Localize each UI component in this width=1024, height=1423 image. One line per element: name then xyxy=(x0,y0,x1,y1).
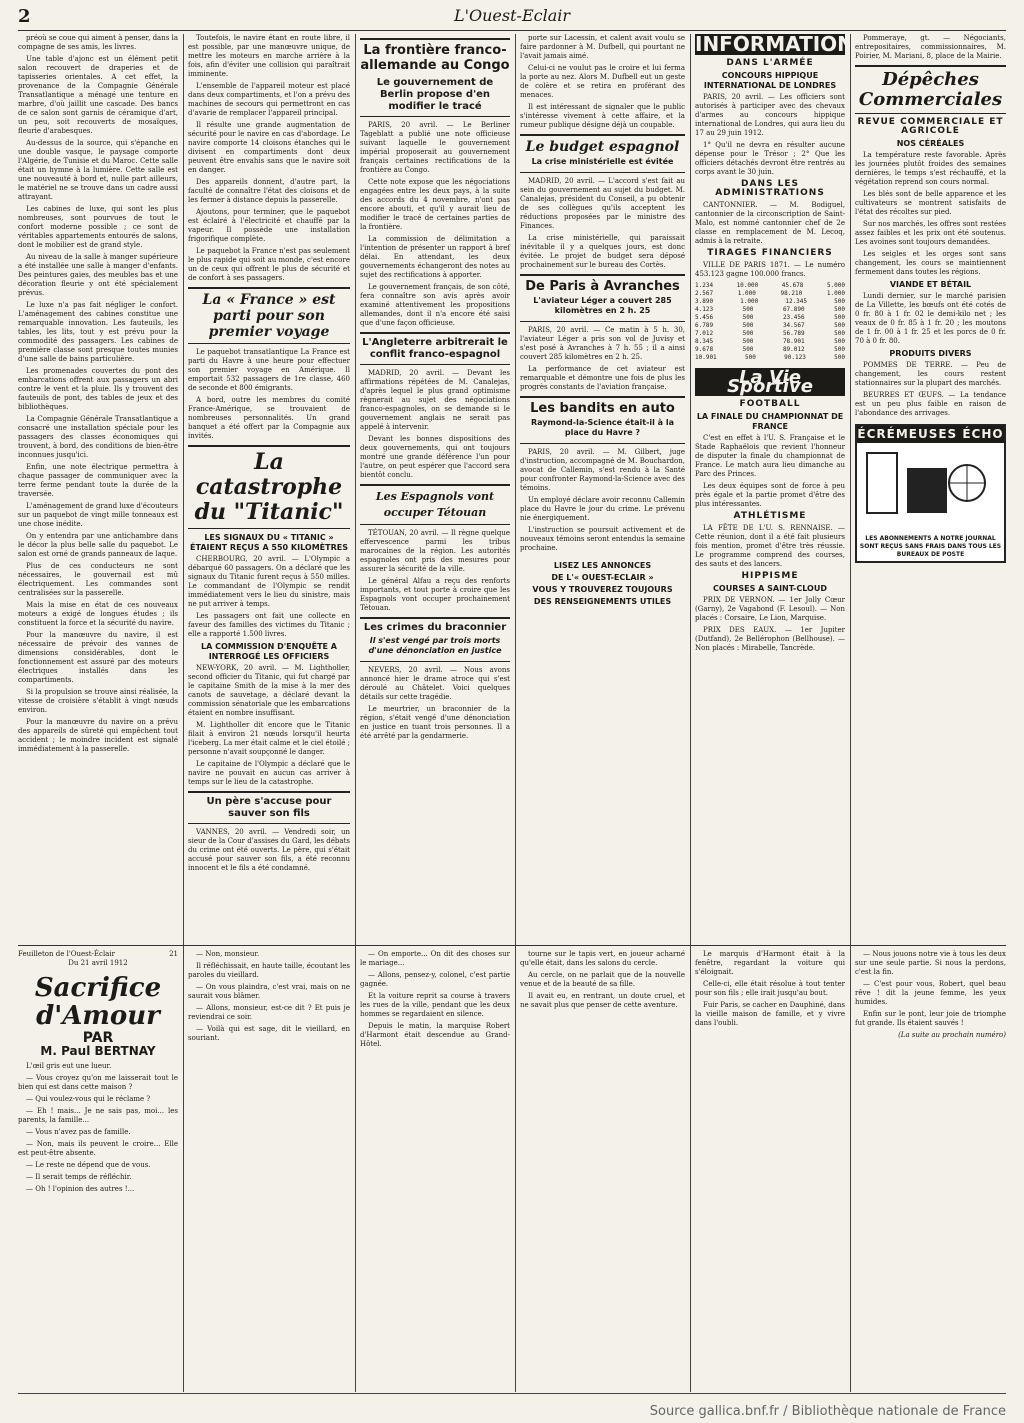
headline-subtext: Le gouvernement de Berlin propose d'en modifier le tracé xyxy=(376,77,494,112)
article-paragraph: MADRID, 20 avril. — L'accord s'est fait au sein du gouvernement au sujet du budget. M. Canalejas, président du Conseil, a pu obtenir de ses collègues qu'ils acceptent les réductions proposées par le ministre des Finances. xyxy=(520,177,685,230)
feuilleton-par: PAR xyxy=(82,1030,114,1046)
article-paragraph: L'aménagement de grand luxe d'écouteurs sur un paquebot de vingt mille tonneaux est une chose inédite. xyxy=(18,502,178,528)
headline-subtext: Il s'est vengé par trois morts d'une dénonciation en justice xyxy=(368,636,502,655)
article-paragraph: On y entendra par une antichambre dans le décor la plus belle salle du paquebot. Le salon est orné de grands panneaux de laque. xyxy=(18,532,178,558)
feuilleton-title: Sacrifice d'Amour xyxy=(34,973,162,1031)
table-cell: 500 xyxy=(742,322,754,329)
article-paragraph: LA FÊTE DE L'U. S. RENNAISE. — Cette réunion, dont il a été fait plusieurs fois mention, promet d'être très réussie. Le programme comprend des courses, des sauts et des lancers. xyxy=(695,524,845,568)
article-paragraph: Le paquebot transatlantique La France est parti du Havre à une heure pour effectuer son premier voyage en Amérique. Il emportait 532 passagers de 1re classe, 460 de seconde et 800 émigrants. xyxy=(188,348,350,392)
story-paragraph: Il réfléchissait, en haute taille, écoutant les paroles du vieillard. xyxy=(188,962,350,979)
article-paragraph: La Compagnie Générale Transatlantique a consacré une installation spéciale pour les passagers des classes économiques qui trouvent, à bord, des conditions de bien-être inconnues jusqu'ici. xyxy=(18,415,178,459)
france-headline xyxy=(188,287,350,344)
annonces-line: DES RENSEIGNEMENTS UTILES xyxy=(533,597,672,606)
tirages-table xyxy=(695,282,845,362)
article-paragraph: La température reste favorable. Après les journées plutôt froides des semaines dernières, le temps s'est réchauffé, et la végétation reprend son cours normal. xyxy=(855,151,1006,186)
article-paragraph: PARIS, 20 avril. — M. Gilbert, juge d'instruction, accompagné de M. Bouchardon, avocat de Callemin, s'est rendu à la Santé pour confronter Raymond-la-Science avec des témoins. xyxy=(520,448,685,492)
article-paragraph: Pour la manœuvre du navire, il est nécessaire de prévoir des vannes de dimensions considérables, dont le fonctionnement est assuré par des moteurs électriques installés dans les compartiments. xyxy=(18,631,178,684)
headline-text: La catastrophe du "Titanic" xyxy=(194,449,344,525)
article-paragraph: VANNES, 20 avril. — Vendredi soir, un sieur de la Cour d'assises du Gard, les débats du crime ont été ouverts. Le père, qui s'était accusé pour sauver son fils, a été reconnu innocent et le fils a été condamné. xyxy=(188,828,350,872)
headline-text: Les Espagnols vont occuper Tétouan xyxy=(375,490,495,519)
table-cell: 23.456 xyxy=(782,314,805,321)
headline-subtext: La crise ministérielle est évitée xyxy=(531,157,674,166)
article-paragraph: Ajoutons, pour terminer, que le paquebot est éclairé à l'électricité et chauffé par la vapeur. Il possède une installation frigorifique complète. xyxy=(188,208,350,243)
article-paragraph: Une table d'ajonc est un élément petit salon recouvert de draperies et de tapisseries orientales. A cet effet, la provenance de la Compagnie Générale Transatlantique a ménagé une tenture en marbre, d'où jaillit une cascade. Des bancs de ce salon sont garnis de céramique d'art, un peu, soit recouverts de mosaïques, fleurie d'arabesques. xyxy=(18,55,178,135)
table-cell: 98.210 xyxy=(780,290,803,297)
story-paragraph: Le marquis d'Harmont était à la fenêtre, regardant la voiture qui s'éloignait. xyxy=(695,950,845,976)
table-row xyxy=(695,306,845,314)
article-paragraph: préoù se coue qui aiment à penser, dans la compagne de ses amis, les livres. xyxy=(18,34,178,51)
table-cell: 500 xyxy=(834,306,845,313)
table-cell: 2.567 xyxy=(695,290,714,297)
headline-text: Un père s'accuse pour sauver son fils xyxy=(206,796,332,819)
headline-text: La « France » est parti pour son premier voyage xyxy=(202,292,336,340)
table-cell: 500 xyxy=(834,298,845,305)
article-paragraph: Sur nos marchés, les offres sont restées assez faibles et les prix ont été soutenus. Les avoines sont toujours demandées. xyxy=(855,220,1006,246)
feuilleton-rule xyxy=(18,945,1006,946)
article-paragraph: M. Lightholler dit encore que le Titanic filait à environ 21 nœuds lorsqu'il heurta l'iceberg. La mer était calme et le ciel étoilé ; personne n'avait soupçonné le danger. xyxy=(188,721,350,756)
table-cell: 67.890 xyxy=(782,306,805,313)
table-cell: 34.567 xyxy=(782,322,805,329)
page-footer xyxy=(0,1398,1024,1423)
subheadline: PRODUITS DIVERS xyxy=(889,349,972,358)
espagnols-headline xyxy=(360,484,510,525)
table-cell: 90.123 xyxy=(784,354,806,361)
article-paragraph: Au-dessus de la source, qui s'épanche en une double vasque, le paysage comporte l'Algérie, de Tunisie et du Maroc. Cette salle était un hymne à la lumière. Cette salle est une nouveauté à bord et, nulle part ailleurs, le matériel ne se trouve dans un cadre aussi attrayant. xyxy=(18,139,178,201)
article-paragraph: Plus de ces conducteurs ne sont nécessaires, le gouvernail est mû électriquement. Les commandes sont centralisées sur la passerelle. xyxy=(18,562,178,597)
article-paragraph: Les blés sont de belle apparence et les cultivateurs se montrent satisfaits de l'état des récoltes sur pied. xyxy=(855,190,1006,216)
table-cell: 500 xyxy=(834,354,845,361)
article-paragraph: La crise ministérielle, qui paraissait inévitable il y a quelques jours, est donc évitée. Le projet de budget sera déposé prochainement sur le bureau des Cortès. xyxy=(520,234,685,269)
article-paragraph: CHERBOURG, 20 avril. — L'Olympic a débarqué 60 passagers. On a déclaré que les signaux du Titanic furent reçus à 550 milles. Le commandant de l'Olympic se rendit immédiatement vers le lieu du sinistre, mais ne put arriver à temps. xyxy=(188,555,350,608)
article-paragraph: Il est intéressant de signaler que le public s'intéresse vivement à cette affaire, et la rumeur publique désigne déjà un coupable. xyxy=(520,103,685,129)
source-credit: Source gallica.bnf.fr / Bibliothèque nationale de France xyxy=(649,1404,1006,1419)
article-paragraph: Pour la manœuvre du navire on a prévu des appareils de sûreté qui empêchent tout accident ; le moindre incident est signalé immédiatement à la passerelle. xyxy=(18,718,178,753)
article-paragraph: Si la propulsion se trouve ainsi réalisée, la vitesse de croisière s'établit à vingt nœuds environ. xyxy=(18,688,178,714)
table-cell: 500 xyxy=(834,322,845,329)
table-row xyxy=(695,346,845,354)
article-paragraph: Le capitaine de l'Olympic a déclaré que le navire ne pouvait en aucun cas arriver à temps sur le lieu de la catastrophe. xyxy=(188,760,350,786)
feuilleton-column-4 xyxy=(520,950,685,1390)
story-paragraph: tourne sur le tapis vert, en joueur acharné qu'elle était, dans les salons du cercle. xyxy=(520,950,685,967)
congo-headline xyxy=(360,38,510,117)
table-cell: 56.789 xyxy=(782,330,805,337)
feuilleton-column-6 xyxy=(855,950,1006,1390)
table-cell: 1.000 xyxy=(826,290,845,297)
article-paragraph: A bord, outre les membres du comité France-Amérique, se trouvaient de nombreuses personnalités. Un grand banquet a été offert par la Compagnie aux invités. xyxy=(188,396,350,440)
bottom-rule xyxy=(18,1393,1006,1394)
article-paragraph: La performance de cet aviateur est remarquable et démontre une fois de plus les progrès constants de l'aviation française. xyxy=(520,365,685,391)
table-row xyxy=(695,282,845,290)
column-divider xyxy=(515,950,516,1390)
table-cell: 9.678 xyxy=(695,346,714,353)
story-paragraph: — Non, monsieur. xyxy=(196,950,260,958)
subheadline: CONCOURS HIPPIQUE INTERNATIONAL DE LONDRES xyxy=(703,71,837,90)
article-paragraph: PARIS, 20 avril. — Le Berliner Tageblatt a publié une note officieuse suivant laquelle le gouvernement impérial proposerait au gouvernement français certaines rectifications de la frontière au Congo. xyxy=(360,121,510,174)
article-paragraph: Devant les bonnes dispositions des deux gouvernements, qui ont toujours montré une grande déférence l'un pour l'autre, on peut espérer que l'accord sera bientôt conclu. xyxy=(360,435,510,479)
table-cell: 1.234 xyxy=(695,282,714,289)
informations-banner: INFORMATIONS xyxy=(695,32,869,56)
article-paragraph: PRIX DES EAUX. — 1er Jupiter (Dutfand), 2e Bellérophon (Bellhouse). — Non placés : Mirabelle, Tancrède. xyxy=(695,626,845,652)
article-paragraph: Enfin, une note électrique permettra à chaque passager de communiquer avec la terre ferme pendant toute la durée de la traversée. xyxy=(18,463,178,498)
table-cell: 6.789 xyxy=(695,322,714,329)
headline-text: Le budget espagnol xyxy=(525,139,680,155)
headline-text: Les bandits en auto xyxy=(530,401,675,416)
headline-subtext: L'aviateur Léger a couvert 285 kilomètres en 2 h. 25 xyxy=(533,296,672,315)
story-paragraph: Enfin sur le pont, leur joie de triomphe fut grande. Ils étaient sauvés ! xyxy=(855,1010,1006,1027)
article-paragraph: La commission de délimitation a l'intention de présenter un rapport à bref délai. En attendant, les deux gouvernements échangeront des notes au sujet des rectifications à apporter. xyxy=(360,235,510,279)
article-paragraph: CANTONNIER. — M. Bodiguel, cantonnier de la circonscription de Saint-Malo, est nommé cantonnier chef de 2e classe en remplacement de M. Lecoq, admis à la retraite. xyxy=(695,201,845,245)
article-paragraph: Au niveau de la salle à manger supérieure a été installée une salle à manger d'enfants. Des peintures gaies, des meubles bas et une décoration fleurie y ont été spécialement prévus. xyxy=(18,253,178,297)
feuilleton-author: M. Paul BERTNAY xyxy=(40,1044,156,1058)
table-row xyxy=(695,314,845,322)
article-paragraph: TÉTOUAN, 20 avril. — Il règne quelque effervescence parmi les tribus marocaines de la région. Les autorités espagnoles ont pris des mesures pour assurer la sécurité de la ville. xyxy=(360,529,510,573)
column-divider xyxy=(850,950,851,1390)
table-cell: 500 xyxy=(742,314,754,321)
titanic-headline xyxy=(188,445,350,529)
feuilleton-label: Feuilleton de l'Ouest-Éclair xyxy=(18,950,115,958)
section-title: ATHLÉTISME xyxy=(733,511,807,521)
table-cell: 78.901 xyxy=(782,338,805,345)
ad-illustration-icon xyxy=(857,443,1002,523)
article-paragraph: L'instruction se poursuit activement et de nouveaux témoins seront entendus la semaine prochaine. xyxy=(520,526,685,552)
annonces-line: VOUS Y TROUVEREZ TOUJOURS xyxy=(532,585,673,594)
table-cell: 500 xyxy=(742,338,754,345)
story-paragraph: Fuir Paris, se cacher en Dauphiné, dans la vieille maison de famille, et y vivre dans l'oubli. xyxy=(695,1001,845,1027)
article-paragraph: Celui-ci ne voulut pas le croire et lui ferma la porte au nez. Alors M. Dufbell eut un geste de colère et se retira en proférant des menaces. xyxy=(520,64,685,99)
continued-note: (La suite au prochain numéro) xyxy=(898,1031,1006,1039)
article-paragraph: VILLE DE PARIS 1871. — Le numéro 453.123 gagne 100.000 francs. xyxy=(695,261,845,278)
story-paragraph: — On emporte... On dit des choses sur le mariage... xyxy=(360,950,510,967)
table-cell: 4.123 xyxy=(695,306,714,313)
article-paragraph: Les promenades couvertes du pont des embarcations offrent aux passagers un abri contre le vent et la pluie. Ils y trouvent des fauteuils de pont, des tables de jeux et des bibliothèques. xyxy=(18,367,178,411)
table-cell: 500 xyxy=(742,306,754,313)
story-paragraph: — Nous jouons notre vie à tous les deux sur une seule partie. Si nous la perdons, c'est la fin. xyxy=(855,950,1006,976)
article-paragraph: Un employé déclare avoir reconnu Callemin place du Havre le jour du crime. Le prévenu nie énergiquement. xyxy=(520,496,685,522)
article-paragraph: Les deux équipes sont de force à peu près égale et la partie promet d'être des plus intéressantes. xyxy=(695,482,845,508)
vie-sportive-banner: La Vie Sportive xyxy=(695,368,845,396)
subheadline: LES SIGNAUX DU « TITANIC » ÉTAIENT REÇUS A 550 KILOMÈTRES xyxy=(190,533,348,552)
story-paragraph: Au cercle, on ne parlait que de la nouvelle venue et de la beauté de sa fille. xyxy=(520,971,685,988)
subheadline: LA FINALE DU CHAMPIONNAT DE FRANCE xyxy=(696,412,844,431)
table-row xyxy=(695,290,845,298)
story-paragraph: — On vous plaindra, c'est vrai, mais on ne saurait vous blâmer. xyxy=(188,983,350,1000)
table-cell: 500 xyxy=(834,330,845,337)
feuilleton-column-2 xyxy=(188,950,350,1390)
ecremeuses-advertisement xyxy=(855,424,1006,563)
article-paragraph: Le luxe n'a pas fait négliger le confort. L'aménagement des cabines constitue une remarquable innovation. Les fauteuils, les tables, les lits, tout y est prévu pour la commodité des passagers. Les cabines de première classe sont presque toutes munies d'une salle de bains particulière. xyxy=(18,301,178,363)
article-paragraph: Les cabines de luxe, qui sont les plus nombreuses, sont pourvues de tout le confort moderne possible ; ce sont de véritables appartements entourés de salons, dont le mobilier est de grand style. xyxy=(18,205,178,249)
subheadline: NOS CÉRÉALES xyxy=(896,139,965,148)
table-cell: 10.901 xyxy=(695,354,717,361)
column-divider xyxy=(690,950,691,1390)
table-cell: 5.000 xyxy=(826,282,845,289)
story-paragraph: Il avait eu, en rentrant, un doute cruel, et ne savait plus que penser de cette aventure. xyxy=(520,992,685,1009)
article-paragraph: PARIS, 20 avril. — Les officiers sont autorisés à participer avec des chevaux d'armes au concours hippique international de Londres, qui aura lieu du 17 au 29 juin 1912. xyxy=(695,93,845,137)
article-paragraph: Toutefois, le navire étant en route libre, il est possible, par une manœuvre unique, de mettre les moteurs en marche arrière à la fois, afin d'éviter une collision qui paraîtrait imminente. xyxy=(188,34,350,78)
table-cell: 1.000 xyxy=(737,290,756,297)
section-title: HIPPISME xyxy=(741,571,799,581)
section-title: FOOTBALL xyxy=(739,399,801,409)
story-paragraph: — Allons, pensez-y, colonel, c'est partie gagnée. xyxy=(360,971,510,988)
feuilleton-number: 21 xyxy=(169,950,178,958)
table-cell: 500 xyxy=(742,346,754,353)
article-paragraph: NEW-YORK, 20 avril. — M. Lightholler, second officier du Titanic, qui fut chargé par le capitaine Smith de la mise à la mer des canots de sauvetage, a déclaré devant la commission sénatoriale que les embarcations étaient en nombre insuffisant. xyxy=(188,664,350,717)
headline-text: L'Angleterre arbitrerait le conflit franco-espagnol xyxy=(362,337,508,360)
story-paragraph: — Non, mais ils peuvent le croire... Elle est peut-être absente. xyxy=(18,1140,178,1157)
annonces-line: LISEZ LES ANNONCES xyxy=(553,561,652,570)
feuilleton-column-3 xyxy=(360,950,510,1390)
column-divider xyxy=(183,950,184,1390)
story-paragraph: — Voilà qui est sage, dit le vieillard, en souriant. xyxy=(188,1025,350,1042)
table-row xyxy=(695,330,845,338)
feuilleton-date: Du 21 avril 1912 xyxy=(68,959,128,967)
bandits-headline xyxy=(520,396,685,444)
page-number: 2 xyxy=(18,6,31,27)
article-paragraph: Cette note expose que les négociations engagées entre les deux pays, à la suite des accords du 4 novembre, n'ont pas encore abouti, et qu'il y aurait lieu de modifier le tracé de certaines parties de la frontière. xyxy=(360,178,510,231)
table-cell: 45.678 xyxy=(781,282,804,289)
article-paragraph: PRIX DE VERNON. — 1er Jolly Cœur (Garny), 2e Vagabond (F. Lesoul). — Non placés : Corsaire, Le Lion, Marquise. xyxy=(695,596,845,622)
story-paragraph: — Oh ! l'opinion des autres !... xyxy=(26,1185,135,1193)
table-cell: 89.012 xyxy=(782,346,805,353)
table-cell: 5.456 xyxy=(695,314,714,321)
article-paragraph: Les seigles et les orges sont sans changement, les cours se maintiennent fermement dans toutes les régions. xyxy=(855,250,1006,276)
header-rule xyxy=(18,30,1006,31)
story-paragraph: — C'est pour vous, Robert, quel beau rêve ! dit la jeune femme, les yeux humides. xyxy=(855,980,1006,1006)
article-paragraph: Le général Alfau a reçu des renforts importants, et tout porte à croire que les Espagnols vont occuper prochainement Tétouan. xyxy=(360,577,510,612)
subheadline: VIANDE ET BÉTAIL xyxy=(889,280,972,289)
headline-text: La frontière franco-allemande au Congo xyxy=(360,43,510,73)
story-paragraph: Celle-ci, elle était résolue à tout tenter pour son fils ; elle irait jusqu'au bout. xyxy=(695,980,845,997)
story-paragraph: Et la voiture reprit sa course à travers les rues de la ville, pendant que les deux hommes se regardaient en silence. xyxy=(360,992,510,1018)
table-cell: 500 xyxy=(745,354,756,361)
table-cell: 500 xyxy=(742,330,754,337)
article-paragraph: Lundi dernier, sur le marché parisien de La Villette, les bœufs ont été cotés de 0 fr. 80 à 1 fr. 02 le demi-kilo net ; les veaux de 0 fr. 85 à 1 fr. 20 ; les moutons de 1 fr. 00 à 1 fr. 25 et les porcs de 0 fr. 70 à 0 fr. 80. xyxy=(855,292,1006,345)
table-row xyxy=(695,338,845,346)
story-paragraph: — Il serait temps de réfléchir. xyxy=(26,1173,132,1181)
article-paragraph: L'ensemble de l'appareil moteur est placé dans deux compartiments, et l'on a prévu des machines de secours qui permettront en cas d'avarie de remplacer l'appareil principal. xyxy=(188,82,350,117)
article-paragraph: PARIS, 20 avril. — Ce matin à 5 h. 30, l'aviateur Léger a pris son vol de Juvisy et s'est posé à Avranches à 7 h. 55 ; il a ainsi couvert 285 kilomètres en 2 h. 25. xyxy=(520,326,685,361)
story-paragraph: — Le reste ne dépend que de vous. xyxy=(26,1161,151,1169)
table-cell: 8.345 xyxy=(695,338,714,345)
table-cell: 500 xyxy=(834,338,845,345)
section-title: DANS L'ARMÉE xyxy=(726,58,814,68)
table-cell: 500 xyxy=(834,314,845,321)
article-paragraph: Mais la mise en état de ces nouveaux moteurs a exigé de longues études ; ils constituent la force et la sécurité du navire. xyxy=(18,601,178,627)
headline-subtext: Raymond-la-Science était-il à la place du Havre ? xyxy=(530,418,674,437)
article-paragraph: Pommeraye, gt. — Négociants, entrepositaires, commissionnaires, M. Poirier, M. Mariani, 8, place de la Mairie. xyxy=(855,34,1006,60)
article-paragraph: 1° Qu'il ne devra en résulter aucune dépense pour le Trésor ; 2° Que les officiers détachés devront être rentrés au corps avant le 30 juin. xyxy=(695,141,845,176)
section-title: REVUE COMMERCIALE ET AGRICOLE xyxy=(857,117,1004,136)
article-paragraph: Les passagers ont fait une collecte en faveur des familles des victimes du Titanic ; elle a rapporté 1.500 livres. xyxy=(188,612,350,638)
article-paragraph: Le meurtrier, un braconnier de la région, s'était vengé d'une dénonciation en justice en tuant trois personnes. Il a été arrêté par la gendarmerie. xyxy=(360,705,510,740)
headline-text: Dépêches Commerciales xyxy=(858,69,1003,110)
table-cell: 12.345 xyxy=(785,298,808,305)
article-paragraph: Le paquebot la France n'est pas seulement le plus rapide qui soit au monde, c'est encore un de ceux qui offrent le plus de sécurité et de confort à ses passagers. xyxy=(188,247,350,282)
article-paragraph: MADRID, 20 avril. — Devant les affirmations répétées de M. Canalejas, d'après lequel le plus grand optimisme règnerait au sujet des négociations franco-espagnoles, on se demande si le gouvernement anglais ne serait pas appelé à intervenir. xyxy=(360,369,510,431)
article-paragraph: Il résulte une grande augmentation de sécurité pour le navire en cas d'abordage. Le navire comporte 14 cloisons étanches qui le divisent en compartiments dont deux peuvent être envahis sans que le navire soit en danger. xyxy=(188,121,350,174)
braconnier-headline xyxy=(360,617,510,662)
table-row xyxy=(695,354,845,362)
story-paragraph: L'œil gris eut une lueur. xyxy=(26,1062,112,1070)
table-cell: 7.012 xyxy=(695,330,714,337)
subheadline: LA COMMISSION D'ENQUÊTE A INTERROGÉ LES OFFICIERS xyxy=(201,642,337,661)
table-cell: 10.000 xyxy=(736,282,759,289)
feuilleton-column-5 xyxy=(695,950,845,1390)
table-cell: 3.890 xyxy=(695,298,714,305)
story-paragraph: — Vous croyez qu'on me laisserait tout le bien qui est dans cette maison ? xyxy=(18,1074,178,1091)
table-row xyxy=(695,298,845,306)
story-paragraph: Depuis le matin, la marquise Robert d'Harmont était descendue au Grand-Hôtel. xyxy=(360,1022,510,1048)
section-title: DANS LES ADMINISTRATIONS xyxy=(715,179,825,198)
column-divider xyxy=(355,950,356,1390)
ad-title: ÉCRÉMEUSES ÉCHO xyxy=(857,427,1004,441)
article-paragraph: porte sur Lacessin, et calent avait voulu se faire pardonner à M. Dufbell, qui pourtant ne l'avait jamais aimé. xyxy=(520,34,685,60)
page-header xyxy=(0,0,1024,30)
annonces-notice xyxy=(520,561,685,607)
feuilleton-label-row xyxy=(18,950,178,959)
avranches-headline xyxy=(520,274,685,322)
headline-text: De Paris à Avranches xyxy=(525,279,680,294)
article-paragraph: NEVERS, 20 avril. — Nous avons annoncé hier le drame atroce qui s'est déroulé au Châtelet. Voici quelques détails sur cette tragédie. xyxy=(360,666,510,701)
feuilleton-column-1 xyxy=(18,950,178,1390)
budget-headline xyxy=(520,134,685,173)
pere-headline xyxy=(188,791,350,824)
article-paragraph: BEURRES ET ŒUFS. — La tendance est un peu plus faible en raison de l'abondance des arrivages. xyxy=(855,391,1006,417)
section-title: TIRAGES FINANCIERS xyxy=(707,248,833,258)
article-paragraph: C'est en effet à l'U. S. Française et le Stade Raphaëlois que revient l'honneur de disputer la finale du championnat de France. Le match aura lieu dimanche au Parc des Princes. xyxy=(695,434,845,478)
story-paragraph: — Vous n'avez pas de famille. xyxy=(26,1128,131,1136)
table-cell: 1.000 xyxy=(740,298,759,305)
story-paragraph: — Eh ! mais... Je ne sais pas, moi... les parents, la famille... xyxy=(18,1107,178,1124)
masthead: L'Ouest-Eclair xyxy=(453,6,571,25)
annonces-line: DE L'« OUEST-ECLAIR » xyxy=(551,573,654,582)
subheadline: COURSES A SAINT-CLOUD xyxy=(713,584,827,593)
ad-caption: LES ABONNEMENTS A NOTRE JOURNAL SONT REÇUS SANS FRAIS DANS TOUS LES BUREAUX DE POSTE xyxy=(859,535,1002,558)
table-cell: 500 xyxy=(834,346,845,353)
article-paragraph: Le gouvernement français, de son côté, fera connaître son avis après avoir examiné attentivement les propositions allemandes, dont il n'a encore été saisi que d'une façon officieuse. xyxy=(360,283,510,327)
article-paragraph: Des appareils donnent, d'autre part, la faculté de connaître l'état des cloisons et de les fermer à distance depuis la passerelle. xyxy=(188,178,350,204)
story-paragraph: — Allons, monsieur, est-ce dit ? Et puis je reviendrai ce soir. xyxy=(188,1004,350,1021)
angleterre-headline xyxy=(360,332,510,365)
headline-text: Les crimes du braconnier xyxy=(363,622,507,633)
table-row xyxy=(695,322,845,330)
story-paragraph: — Qui voulez-vous qui le réclame ? xyxy=(26,1095,151,1103)
depeches-headline xyxy=(855,65,1006,114)
article-paragraph: POMMES DE TERRE. — Peu de changement, les cours restent stationnaires sur la plupart des marchés. xyxy=(855,361,1006,387)
